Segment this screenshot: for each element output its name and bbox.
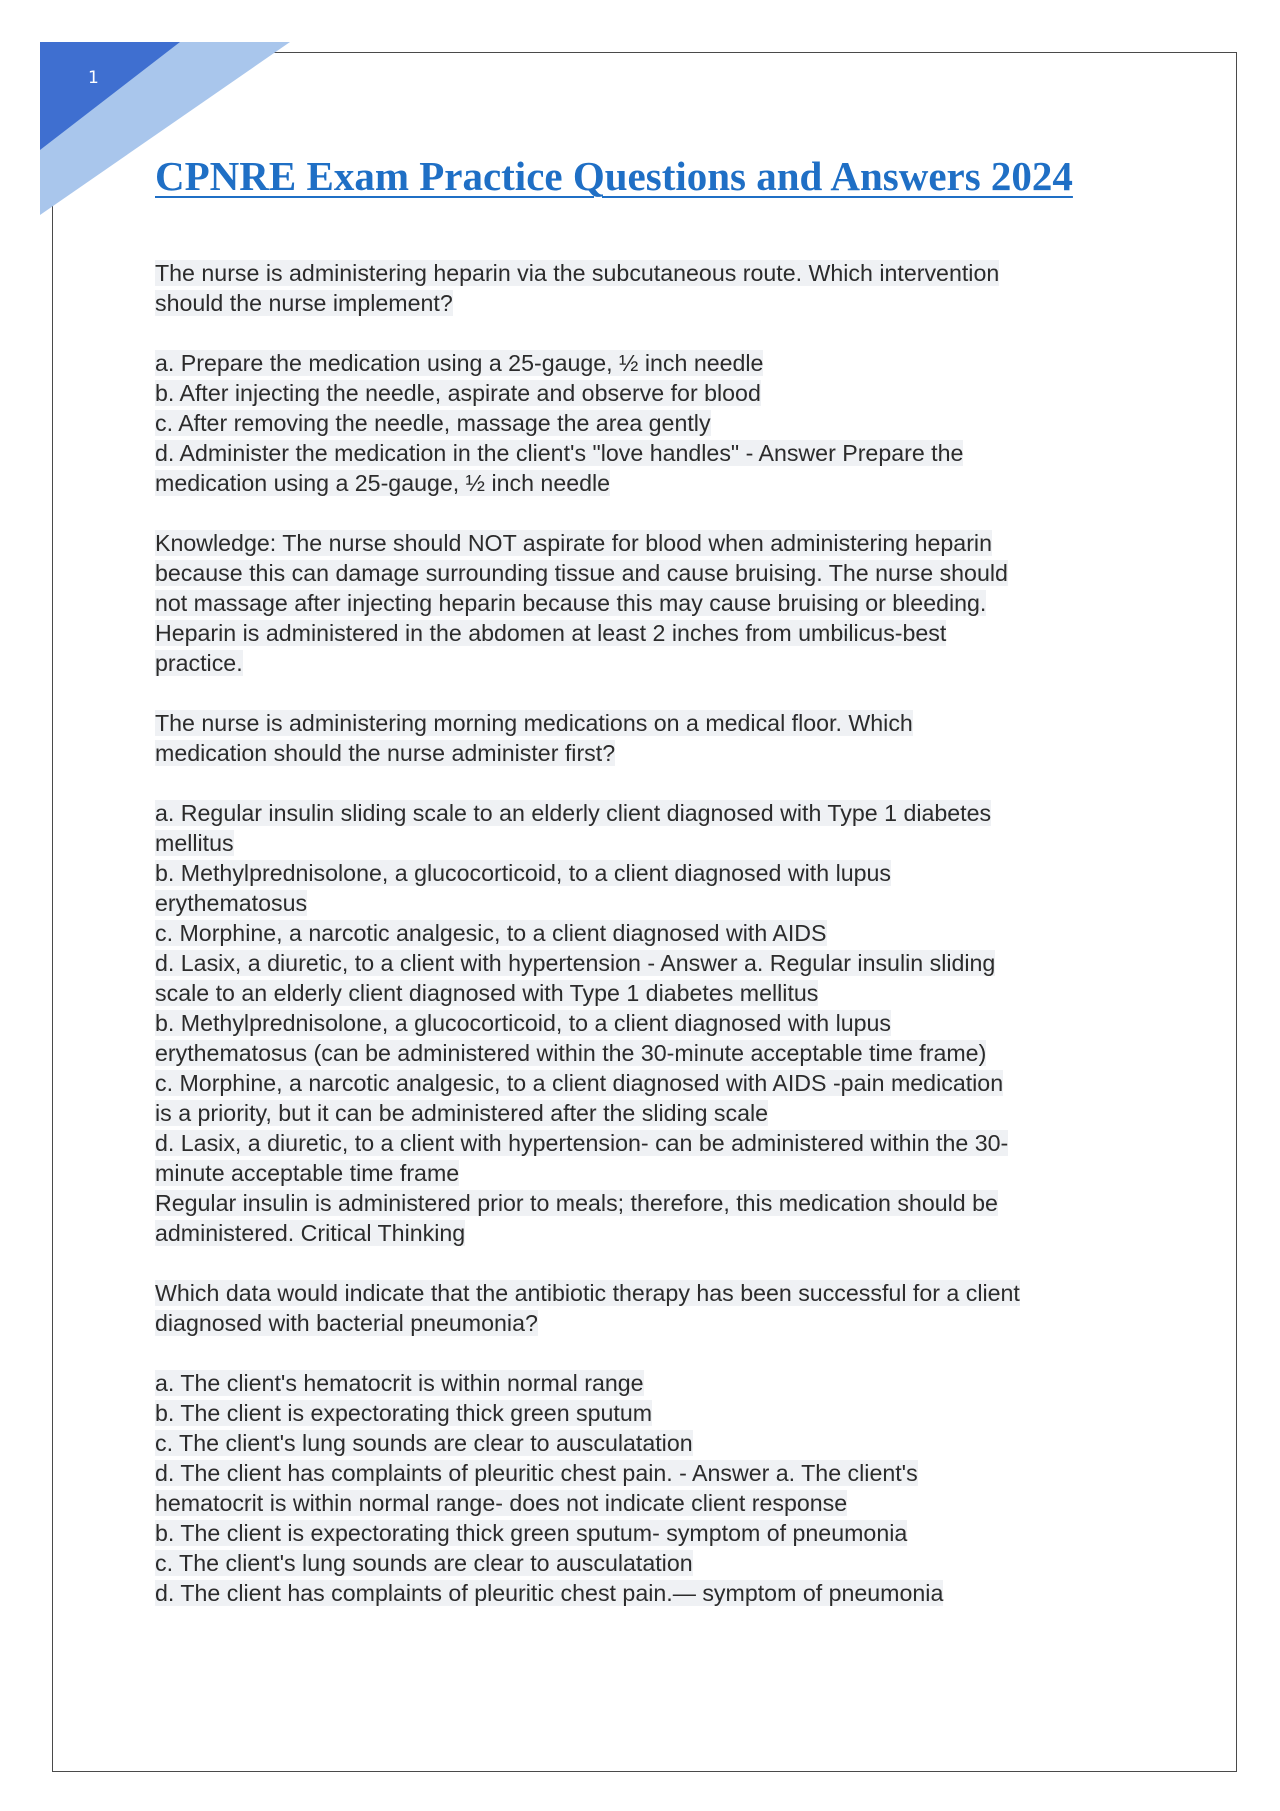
text-line xyxy=(155,378,1155,408)
text-line xyxy=(155,1398,1155,1428)
text-line xyxy=(155,1218,1155,1248)
text-line-content: a. The client's hematocrit is within normal range xyxy=(155,1370,644,1396)
corner-decoration xyxy=(0,0,300,240)
paragraph xyxy=(155,528,1155,678)
text-line xyxy=(155,1458,1155,1488)
text-line-content: d. The client has complaints of pleuritic chest pain. - Answer a. The client's xyxy=(155,1460,918,1486)
text-line-content: mellitus xyxy=(155,830,234,856)
text-line-content: c. After removing the needle, massage the area gently xyxy=(155,410,711,436)
text-line xyxy=(155,348,1155,378)
text-line xyxy=(155,1578,1155,1608)
text-line-content: b. The client is expectorating thick green sputum xyxy=(155,1400,653,1426)
text-line-content: d. Administer the medication in the client's "love handles" - Answer Prepare the xyxy=(155,440,964,466)
paragraph xyxy=(155,1368,1155,1608)
text-line-content: c. Morphine, a narcotic analgesic, to a client diagnosed with AIDS -pain medication xyxy=(155,1070,1004,1096)
text-line xyxy=(155,888,1155,918)
text-line-content: Knowledge: The nurse should NOT aspirate for blood when administering heparin xyxy=(155,530,992,556)
text-line xyxy=(155,438,1155,468)
page-number: 1 xyxy=(88,68,99,88)
paragraph xyxy=(155,798,1155,1248)
text-line xyxy=(155,588,1155,618)
text-line xyxy=(155,858,1155,888)
text-line-content: not massage after injecting heparin because this may cause bruising or bleeding. xyxy=(155,590,987,616)
text-line-content: practice. xyxy=(155,650,243,676)
text-line-content: diagnosed with bacterial pneumonia? xyxy=(155,1310,538,1336)
text-line xyxy=(155,648,1155,678)
text-line-content: erythematosus xyxy=(155,890,308,916)
text-line xyxy=(155,1548,1155,1578)
text-line-content: a. Prepare the medication using a 25-gauge, ½ inch needle xyxy=(155,350,764,376)
text-line xyxy=(155,258,1155,288)
text-line xyxy=(155,918,1155,948)
text-line-content: c. Morphine, a narcotic analgesic, to a client diagnosed with AIDS xyxy=(155,920,827,946)
text-line-content: hematocrit is within normal range- does not indicate client response xyxy=(155,1490,848,1516)
text-line-content: is a priority, but it can be administered after the sliding scale xyxy=(155,1100,769,1126)
text-line xyxy=(155,828,1155,858)
text-line xyxy=(155,618,1155,648)
text-line xyxy=(155,1128,1155,1158)
text-line xyxy=(155,528,1155,558)
text-line xyxy=(155,1098,1155,1128)
paragraph xyxy=(155,258,1155,318)
text-line-content: c. The client's lung sounds are clear to ausculatation xyxy=(155,1550,693,1576)
text-line xyxy=(155,1038,1155,1068)
text-line xyxy=(155,798,1155,828)
text-line xyxy=(155,1188,1155,1218)
text-line xyxy=(155,288,1155,318)
text-line-content: should the nurse implement? xyxy=(155,290,453,316)
text-line xyxy=(155,708,1155,738)
paragraph xyxy=(155,708,1155,768)
text-line-content: erythematosus (can be administered within the 30-minute acceptable time frame) xyxy=(155,1040,987,1066)
text-line xyxy=(155,978,1155,1008)
paragraph xyxy=(155,348,1155,498)
text-line xyxy=(155,1008,1155,1038)
text-line-content: c. The client's lung sounds are clear to ausculatation xyxy=(155,1430,693,1456)
text-line-content: b. Methylprednisolone, a glucocorticoid, to a client diagnosed with lupus xyxy=(155,1010,891,1036)
text-line xyxy=(155,1158,1155,1188)
text-line xyxy=(155,948,1155,978)
text-line xyxy=(155,1488,1155,1518)
paragraph xyxy=(155,1278,1155,1338)
text-line-content: Regular insulin is administered prior to meals; therefore, this medication should be xyxy=(155,1190,998,1216)
page-title: CPNRE Exam Practice Questions and Answers 2024 xyxy=(155,153,1073,199)
text-line xyxy=(155,1368,1155,1398)
text-line-content: Which data would indicate that the antibiotic therapy has been successful for a client xyxy=(155,1280,1020,1306)
text-line-content: b. Methylprednisolone, a glucocorticoid, to a client diagnosed with lupus xyxy=(155,860,891,886)
text-line-content: Heparin is administered in the abdomen at least 2 inches from umbilicus-best xyxy=(155,620,947,646)
text-line-content: administered. Critical Thinking xyxy=(155,1220,466,1246)
text-line-content: b. The client is expectorating thick green sputum- symptom of pneumonia xyxy=(155,1520,908,1546)
text-line-content: medication should the nurse administer first? xyxy=(155,740,616,766)
text-line-content: a. Regular insulin sliding scale to an elderly client diagnosed with Type 1 diabetes xyxy=(155,800,992,826)
text-line xyxy=(155,738,1155,768)
text-line-content: scale to an elderly client diagnosed with Type 1 diabetes mellitus xyxy=(155,980,819,1006)
text-line-content: b. After injecting the needle, aspirate and observe for blood xyxy=(155,380,761,406)
text-line xyxy=(155,468,1155,498)
text-line xyxy=(155,408,1155,438)
text-line-content: d. The client has complaints of pleuritic chest pain.— symptom of pneumonia xyxy=(155,1580,944,1606)
text-line-content: The nurse is administering morning medications on a medical floor. Which xyxy=(155,710,913,736)
text-line-content: d. Lasix, a diuretic, to a client with hypertension - Answer a. Regular insulin sliding xyxy=(155,950,996,976)
text-line xyxy=(155,1278,1155,1308)
text-line-content: The nurse is administering heparin via the subcutaneous route. Which intervention xyxy=(155,260,1000,286)
text-line xyxy=(155,1308,1155,1338)
text-line-content: because this can damage surrounding tissue and cause bruising. The nurse should xyxy=(155,560,1008,586)
text-line-content: minute acceptable time frame xyxy=(155,1160,460,1186)
text-line xyxy=(155,1428,1155,1458)
document-body xyxy=(155,258,1155,1638)
text-line-content: medication using a 25-gauge, ½ inch needle xyxy=(155,470,611,496)
text-line xyxy=(155,1518,1155,1548)
text-line xyxy=(155,1068,1155,1098)
text-line-content: d. Lasix, a diuretic, to a client with hypertension- can be administered within the 30- xyxy=(155,1130,1009,1156)
text-line xyxy=(155,558,1155,588)
